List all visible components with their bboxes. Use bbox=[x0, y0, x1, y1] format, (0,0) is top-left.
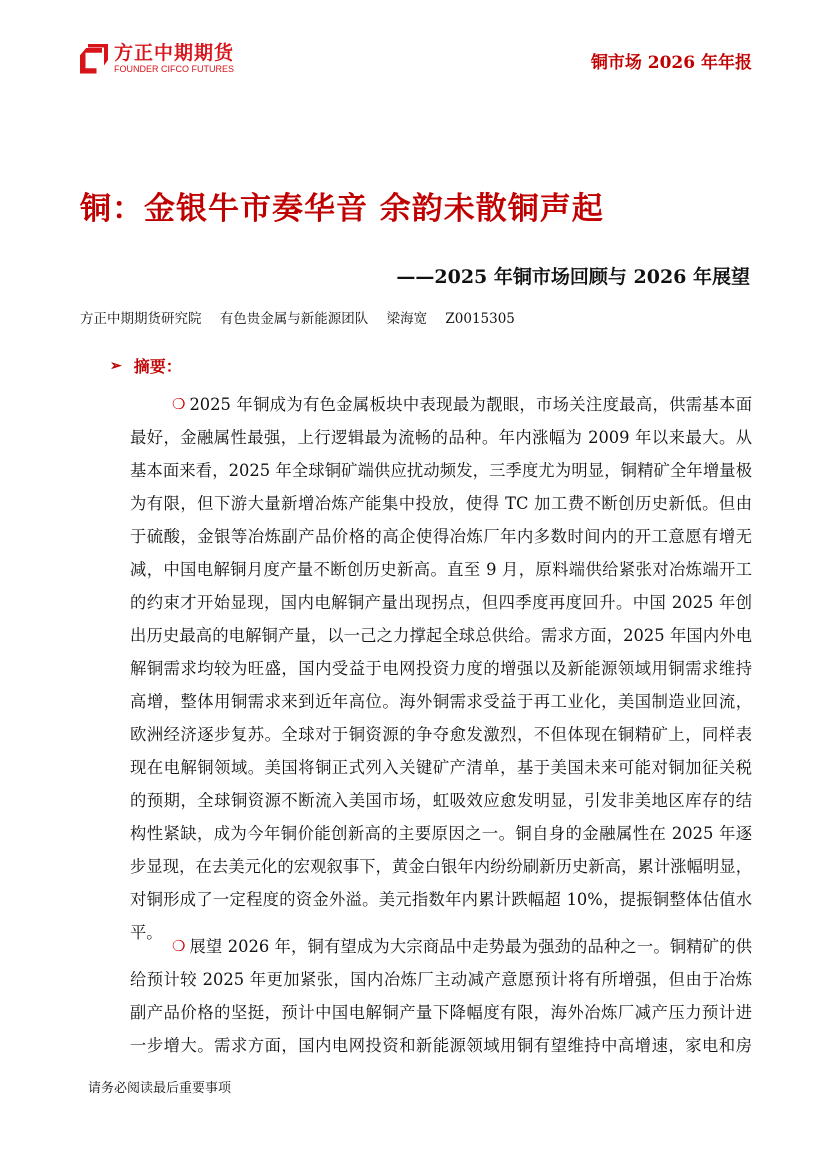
paragraph-line: 给预计较 2025 年更加紧张，国内冶炼厂主动减产意愿预计将有所增强，但由于冶炼 bbox=[130, 970, 752, 989]
paragraph-line bbox=[130, 388, 752, 421]
report-tag: 铜市场 2026 年年报 bbox=[590, 53, 752, 73]
logo-english-name: FOUNDER CIFCO FUTURES bbox=[114, 64, 234, 74]
footer-disclaimer: 请务必阅读最后重要事项 bbox=[88, 1081, 232, 1096]
paragraph-line: 出历史最高的电解铜产量，以一己之力撑起全球总供给。需求方面，2025 年国内外电 bbox=[130, 626, 752, 645]
page-title: 铜：金银牛市奏华音 余韵未散铜声起 bbox=[80, 191, 604, 227]
circle-bullet-icon: ❍ bbox=[172, 395, 186, 413]
paragraph-line: 减，中国电解铜月度产量不断创历史新高。直至 9 月，原料端供给紧张对冶炼端开工 bbox=[130, 560, 752, 579]
paragraph-line: 于硫酸，金银等冶炼副产品价格的高企使得冶炼厂年内多数时间内的开工意愿有增无 bbox=[130, 527, 752, 546]
page-subtitle: ——2025 年铜市场回顾与 2026 年展望 bbox=[396, 266, 750, 288]
logo-chinese-name: 方正中期期货 bbox=[114, 42, 235, 64]
author-team: 有色贵金属与新能源团队 bbox=[219, 311, 369, 327]
paragraph-line: 副产品价格的坚挺，预计中国电解铜产量下降幅度有限，海外冶炼厂减产压力预计进 bbox=[130, 1003, 752, 1022]
abstract-paragraph-1 bbox=[130, 388, 752, 949]
paragraph-line: 的预期，全球铜资源不断流入美国市场，虹吸效应愈发明显，引发非美地区库存的结 bbox=[130, 791, 752, 810]
abstract-heading bbox=[110, 354, 182, 377]
paragraph-line: 步显现，在去美元化的宏观叙事下，黄金白银年内纷纷刷新历史新高，累计涨幅明显， bbox=[130, 857, 752, 876]
paragraph-line: 一步增大。需求方面，国内电网投资和新能源领域用铜有望维持中高增速，家电和房 bbox=[130, 1036, 752, 1055]
abstract-label: 摘要： bbox=[133, 357, 182, 376]
paragraph-line: 构性紧缺，成为今年铜价能创新高的主要原因之一。铜自身的金融属性在 2025 年逐 bbox=[130, 824, 752, 843]
author-institute: 方正中期期货研究院 bbox=[80, 311, 202, 327]
paragraph-line: 为有限，但下游大量新增冶炼产能集中投放，使得 TC 加工费不断创历史新低。但由 bbox=[130, 494, 752, 513]
paragraph-line: 对铜形成了一定程度的资金外溢。美元指数年内累计跌幅超 10%，提振铜整体估值水 bbox=[130, 890, 752, 909]
company-logo bbox=[80, 42, 234, 75]
paragraph-line: 解铜需求均较为旺盛，国内受益于电网投资力度的增强以及新能源领域用铜需求维持 bbox=[130, 659, 752, 678]
paragraph-line: 高增，整体用铜需求来到近年高位。海外铜需求受益于再工业化，美国制造业回流， bbox=[130, 692, 752, 711]
paragraph-line: 的约束才开始显现，国内电解铜产量出现拐点，但四季度再度回升。中国 2025 年创 bbox=[130, 593, 752, 612]
paragraph-line: 最好，金融属性最强，上行逻辑最为流畅的品种。年内涨幅为 2009 年以来最大。从 bbox=[130, 428, 752, 447]
paragraph-line bbox=[130, 930, 752, 963]
logo-mark-icon bbox=[80, 44, 108, 74]
abstract-paragraph-2 bbox=[130, 930, 752, 1062]
arrow-bullet-icon: ➢ bbox=[110, 357, 122, 374]
paragraph-line: 平。 bbox=[130, 923, 163, 942]
paragraph-line: 欧洲经济逐步复苏。全球对于铜资源的争夺愈发激烈，不但体现在铜精矿上，同样表 bbox=[130, 725, 752, 744]
circle-bullet-icon: ❍ bbox=[172, 937, 186, 955]
author-line bbox=[80, 307, 529, 327]
author-id: Z0015305 bbox=[445, 311, 515, 327]
paragraph-line-text: 展望 2026 年，铜有望成为大宗商品中走势最为强劲的品种之一。铜精矿的供 bbox=[189, 937, 752, 956]
paragraph-line-text: 2025 年铜成为有色金属板块中表现最为靓眼，市场关注度最高，供需基本面 bbox=[189, 395, 752, 414]
paragraph-line: 基本面来看，2025 年全球铜矿端供应扰动频发，三季度尤为明显，铜精矿全年增量极 bbox=[130, 461, 752, 480]
author-name: 梁海宽 bbox=[386, 311, 428, 327]
paragraph-line: 现在电解铜领域。美国将铜正式列入关键矿产清单，基于美国未来可能对铜加征关税 bbox=[130, 758, 752, 777]
